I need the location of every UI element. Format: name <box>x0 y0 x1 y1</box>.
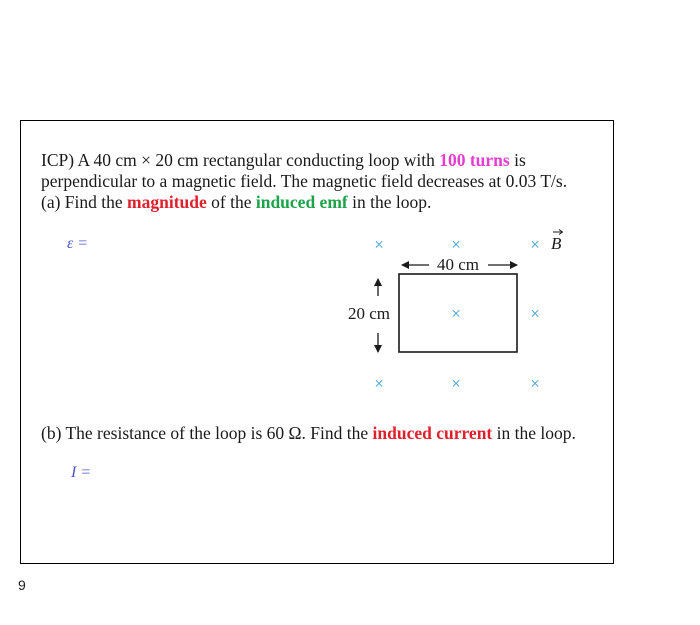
field-cross-icon: × <box>451 374 461 393</box>
turns-highlight: 100 turns <box>439 150 510 170</box>
height-label: 20 cm <box>347 304 391 323</box>
page-number: 9 <box>18 577 26 593</box>
magnetic-field-label: B <box>551 234 562 253</box>
statement-text: is <box>509 150 526 170</box>
field-cross-icon: × <box>451 304 461 323</box>
field-cross-icon: × <box>451 235 461 254</box>
field-cross-icon: × <box>374 235 384 254</box>
induced-emf-highlight: induced emf <box>255 192 348 212</box>
field-cross-icon: × <box>374 374 384 393</box>
current-answer-label: I = <box>71 464 92 481</box>
magnitude-highlight: magnitude <box>127 192 207 212</box>
statement-text: in the loop. <box>347 192 432 212</box>
emf-answer-label: ε = <box>67 235 89 252</box>
field-cross-icon: × <box>530 235 540 254</box>
loop-diagram <box>21 121 615 565</box>
statement-text: ICP) A 40 cm × 20 cm rectangular conducting loop with <box>41 150 440 170</box>
field-cross-icon: × <box>530 374 540 393</box>
question-text: in the loop. <box>492 423 576 443</box>
width-label: 40 cm <box>436 255 480 274</box>
statement-text: of the <box>206 192 256 212</box>
induced-current-highlight: induced current <box>372 423 493 443</box>
statement-line-2: perpendicular to a magnetic field. The magnetic field decreases at 0.03 T/s. <box>41 171 568 191</box>
field-cross-icon: × <box>530 304 540 323</box>
problem-slide <box>20 120 614 564</box>
statement-text: (a) Find the <box>41 192 128 212</box>
question-text: (b) The resistance of the loop is 60 Ω. Find the <box>41 423 373 443</box>
part-b-question <box>41 423 576 444</box>
